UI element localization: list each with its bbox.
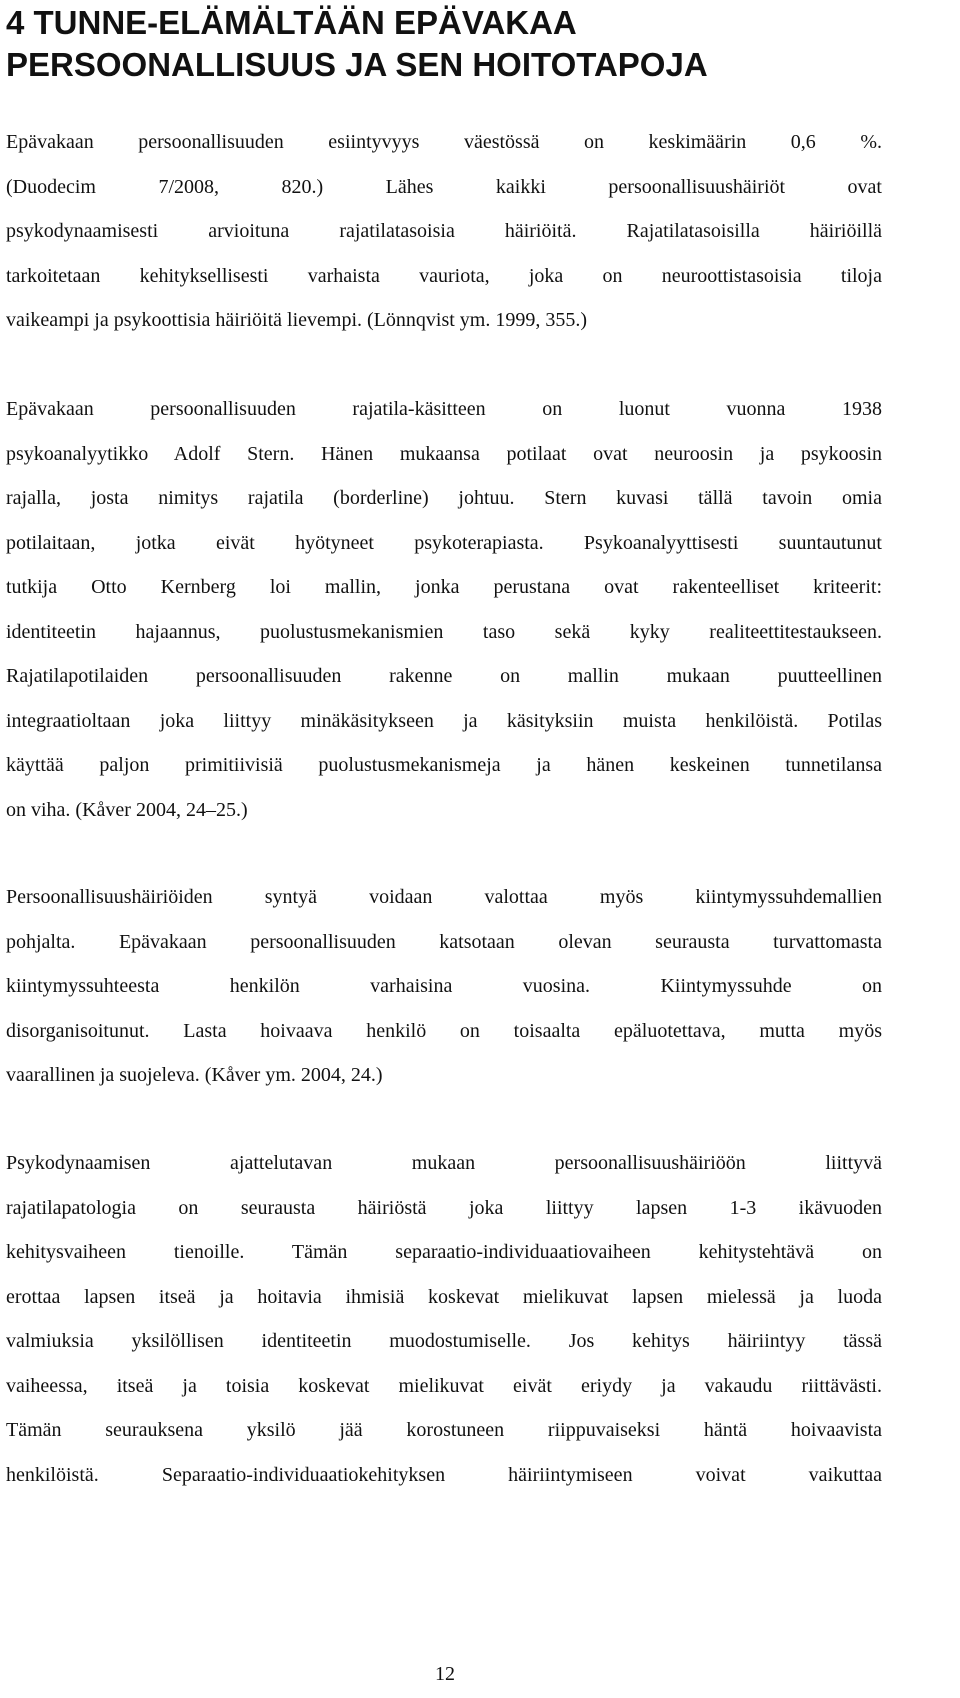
text-line: Epävakaan persoonallisuuden esiintyvyys väestössä on keskimäärin 0,6 %. <box>6 131 882 153</box>
text-line: tarkoitetaan kehityksellisesti varhaista vauriota, joka on neuroottistasoisia tiloja <box>6 264 882 287</box>
text-line: (Duodecim 7/2008, 820.) Lähes kaikki persoonallisuushäiriöt ovat <box>6 175 882 198</box>
text-line: Tämän seurauksena yksilö jää korostuneen riippuvaiseksi häntä hoivaavista <box>6 1419 882 1441</box>
text-line: Psykodynaamisen ajattelutavan mukaan persoonallisuushäiriöön liittyvä <box>6 1152 882 1174</box>
paragraph-psychodynamic <box>6 1141 882 1497</box>
text-line: kiintymyssuhteesta henkilön varhaisina vuosina. Kiintymyssuhde on <box>6 975 882 997</box>
text-line: Persoonallisuushäiriöiden syntyä voidaan valottaa myös kiintymyssuhdemallien <box>6 886 882 908</box>
text-line: rajatilapatologia on seurausta häiriöstä joka liittyy lapsen 1-3 ikävuoden <box>6 1196 882 1219</box>
text-line: käyttää paljon primitiivisiä puolustusmekanismeja ja hänen keskeinen tunnetilansa <box>6 754 882 776</box>
paragraph-attachment <box>6 875 882 1098</box>
text-line: potilaitaan, jotka eivät hyötyneet psykoterapiasta. Psykoanalyyttisesti suuntautunut <box>6 531 882 554</box>
text-line: psykodynaamisesti arvioituna rajatilatasoisia häiriöitä. Rajatilatasoisilla häiriöillä <box>6 220 882 242</box>
text-line: disorganisoitunut. Lasta hoivaava henkilö on toisaalta epäluotettava, mutta myös <box>6 1019 882 1042</box>
text-line: on viha. (Kåver 2004, 24–25.) <box>6 798 248 821</box>
text-line: Epävakaan persoonallisuuden rajatila-käsitteen on luonut vuonna 1938 <box>6 398 882 420</box>
text-line: integraatioltaan joka liittyy minäkäsitykseen ja käsityksiin muista henkilöistä. Potilas <box>6 709 882 732</box>
text-line: pohjalta. Epävakaan persoonallisuuden katsotaan olevan seurausta turvattomasta <box>6 930 882 953</box>
text-line: identiteetin hajaannus, puolustusmekanismien taso sekä kyky realiteettitestaukseen. <box>6 620 882 643</box>
chapter-heading <box>6 2 956 86</box>
text-line: Rajatilapotilaiden persoonallisuuden rakenne on mallin mukaan puutteellinen <box>6 665 882 687</box>
chapter-heading-line-1: 4 TUNNE-ELÄMÄLTÄÄN EPÄVAKAA <box>6 4 577 41</box>
text-line: vaarallinen ja suojeleva. (Kåver ym. 2004, 24.) <box>6 1064 383 1086</box>
text-line: valmiuksia yksilöllisen identiteetin muodostumiselle. Jos kehitys häiriintyy tässä <box>6 1330 882 1352</box>
page-number: 12 <box>435 1663 455 1685</box>
text-line: psykoanalyytikko Adolf Stern. Hänen mukaansa potilaat ovat neuroosin ja psykoosin <box>6 442 882 465</box>
text-line: rajalla, josta nimitys rajatila (borderline) johtuu. Stern kuvasi tällä tavoin omia <box>6 487 882 509</box>
text-line: tutkija Otto Kernberg loi mallin, jonka perustana ovat rakenteelliset kriteerit: <box>6 576 882 598</box>
paragraph-prevalence <box>6 120 882 343</box>
chapter-heading-line-2: PERSOONALLISUUS JA SEN HOITOTAPOJA <box>6 46 708 83</box>
text-line: erottaa lapsen itseä ja hoitavia ihmisiä koskevat mielikuvat lapsen mielessä ja luoda <box>6 1285 882 1308</box>
text-line: kehitysvaiheen tienoille. Tämän separaatio-individuaatiovaiheen kehitystehtävä on <box>6 1241 882 1263</box>
paragraph-borderline-concept <box>6 387 882 832</box>
text-line: henkilöistä. Separaatio-individuaatiokehityksen häiriintymiseen voivat vaikuttaa <box>6 1463 882 1486</box>
text-line: vaikeampi ja psykoottisia häiriöitä lievempi. (Lönnqvist ym. 1999, 355.) <box>6 309 588 331</box>
text-line: vaiheessa, itseä ja toisia koskevat mielikuvat eivät eriydy ja vakaudu riittävästi. <box>6 1374 882 1397</box>
